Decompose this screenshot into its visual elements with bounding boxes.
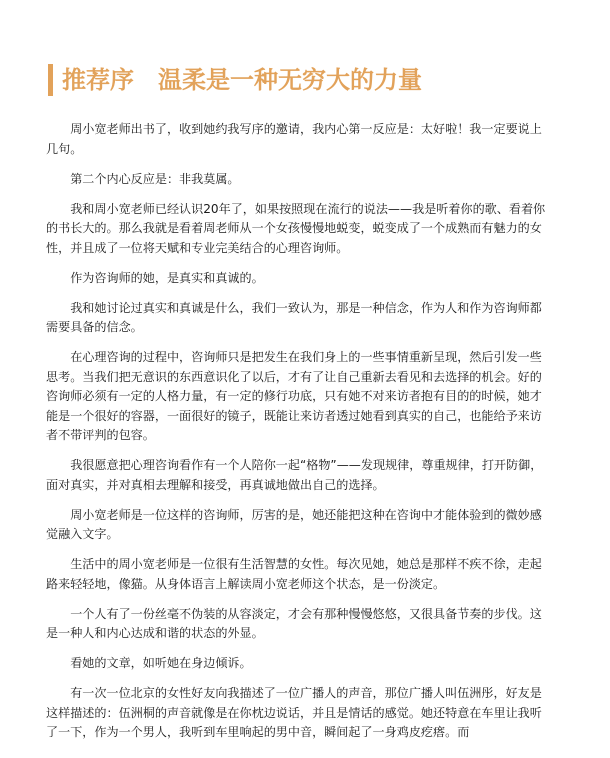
paragraph-9: 生活中的周小宽老师是一位很有生活智慧的女性。每次见她，她总是那样不疾不徐，走起路来轻轻地，像猫。从身体语言上解读周小宽老师这个状态，是一份淡定。: [46, 557, 542, 591]
paragraph-3: 我和周小宽老师已经认识20年了，如果按照现在流行的说法——我是听着你的歌、看着你的书长大的。那么我就是看着周老师从一个女孩慢慢地蜕变，蜕变成了一个成熟而有魅力的女性，并且成了一位将天赋和专业完美结合的心理咨询师。: [46, 201, 546, 255]
paragraph-10: 一个人有了一份丝毫不伪装的从容淡定，才会有那种慢慢悠悠，又很具备节奏的步伐。这是一种人和内心达成和谐的状态的外显。: [46, 606, 542, 640]
paragraph-5: 我和她讨论过真实和真诚是什么，我们一致认为，那是一种信念，作为人和作为咨询师都需要具备的信念。: [46, 300, 542, 334]
preface-body: [46, 120, 552, 753]
paragraph-11: 看她的文章，如听她在身边倾诉。: [70, 656, 252, 670]
paragraph-4: 作为咨询师的她，是真实和真诚的。: [70, 270, 264, 285]
paragraph-7: 我很愿意把心理咨询看作有一个人陪你一起“格物”——发现规律，尊重规律，打开防御，面对真实，并对真相去理解和接受，再真诚地做出自己的选择。: [46, 458, 543, 492]
paragraph-8: 周小宽老师是一位这样的咨询师，厉害的是，她还能把这种在咨询中才能体验到的微妙感觉融入文字。: [46, 507, 542, 541]
title-accent-bar: [48, 64, 53, 96]
paragraph-6: 在心理咨询的过程中，咨询师只是把发生在我们身上的一些事情重新呈现，然后引发一些思考。当我们把无意识的东西意识化了以后，才有了让自己重新去看见和去选择的机会。好的咨询师必须有一定的人格力量，有一定的修行功底，只有她不对来访者抱有目的的时候，她才能是一个很好的容器，一面很好的镜子，既能让来访者透过她看到真实的自己，也能给予来访者不带评判的包容。: [46, 350, 542, 442]
paragraph-2: 第二个内心反应是：非我莫属。: [70, 171, 240, 186]
preface-title: 推荐序 温柔是一种无穷大的力量: [62, 66, 422, 94]
paragraph-1: 周小宽老师出书了，收到她约我写序的邀请，我内心第一反应是：太好啦！我一定要说上几句。: [46, 122, 542, 156]
paragraph-12: 有一次一位北京的女性好友向我描述了一位广播人的声音，那位广播人叫伍洲彤，好友是这样描述的：伍洲桐的声音就像是在你枕边说话，并且是情话的感觉。她还特意在车里让我听了一下，作为一个男人，我听到车里响起的男中音，瞬间起了一身鸡皮疙瘩。而: [46, 686, 542, 739]
